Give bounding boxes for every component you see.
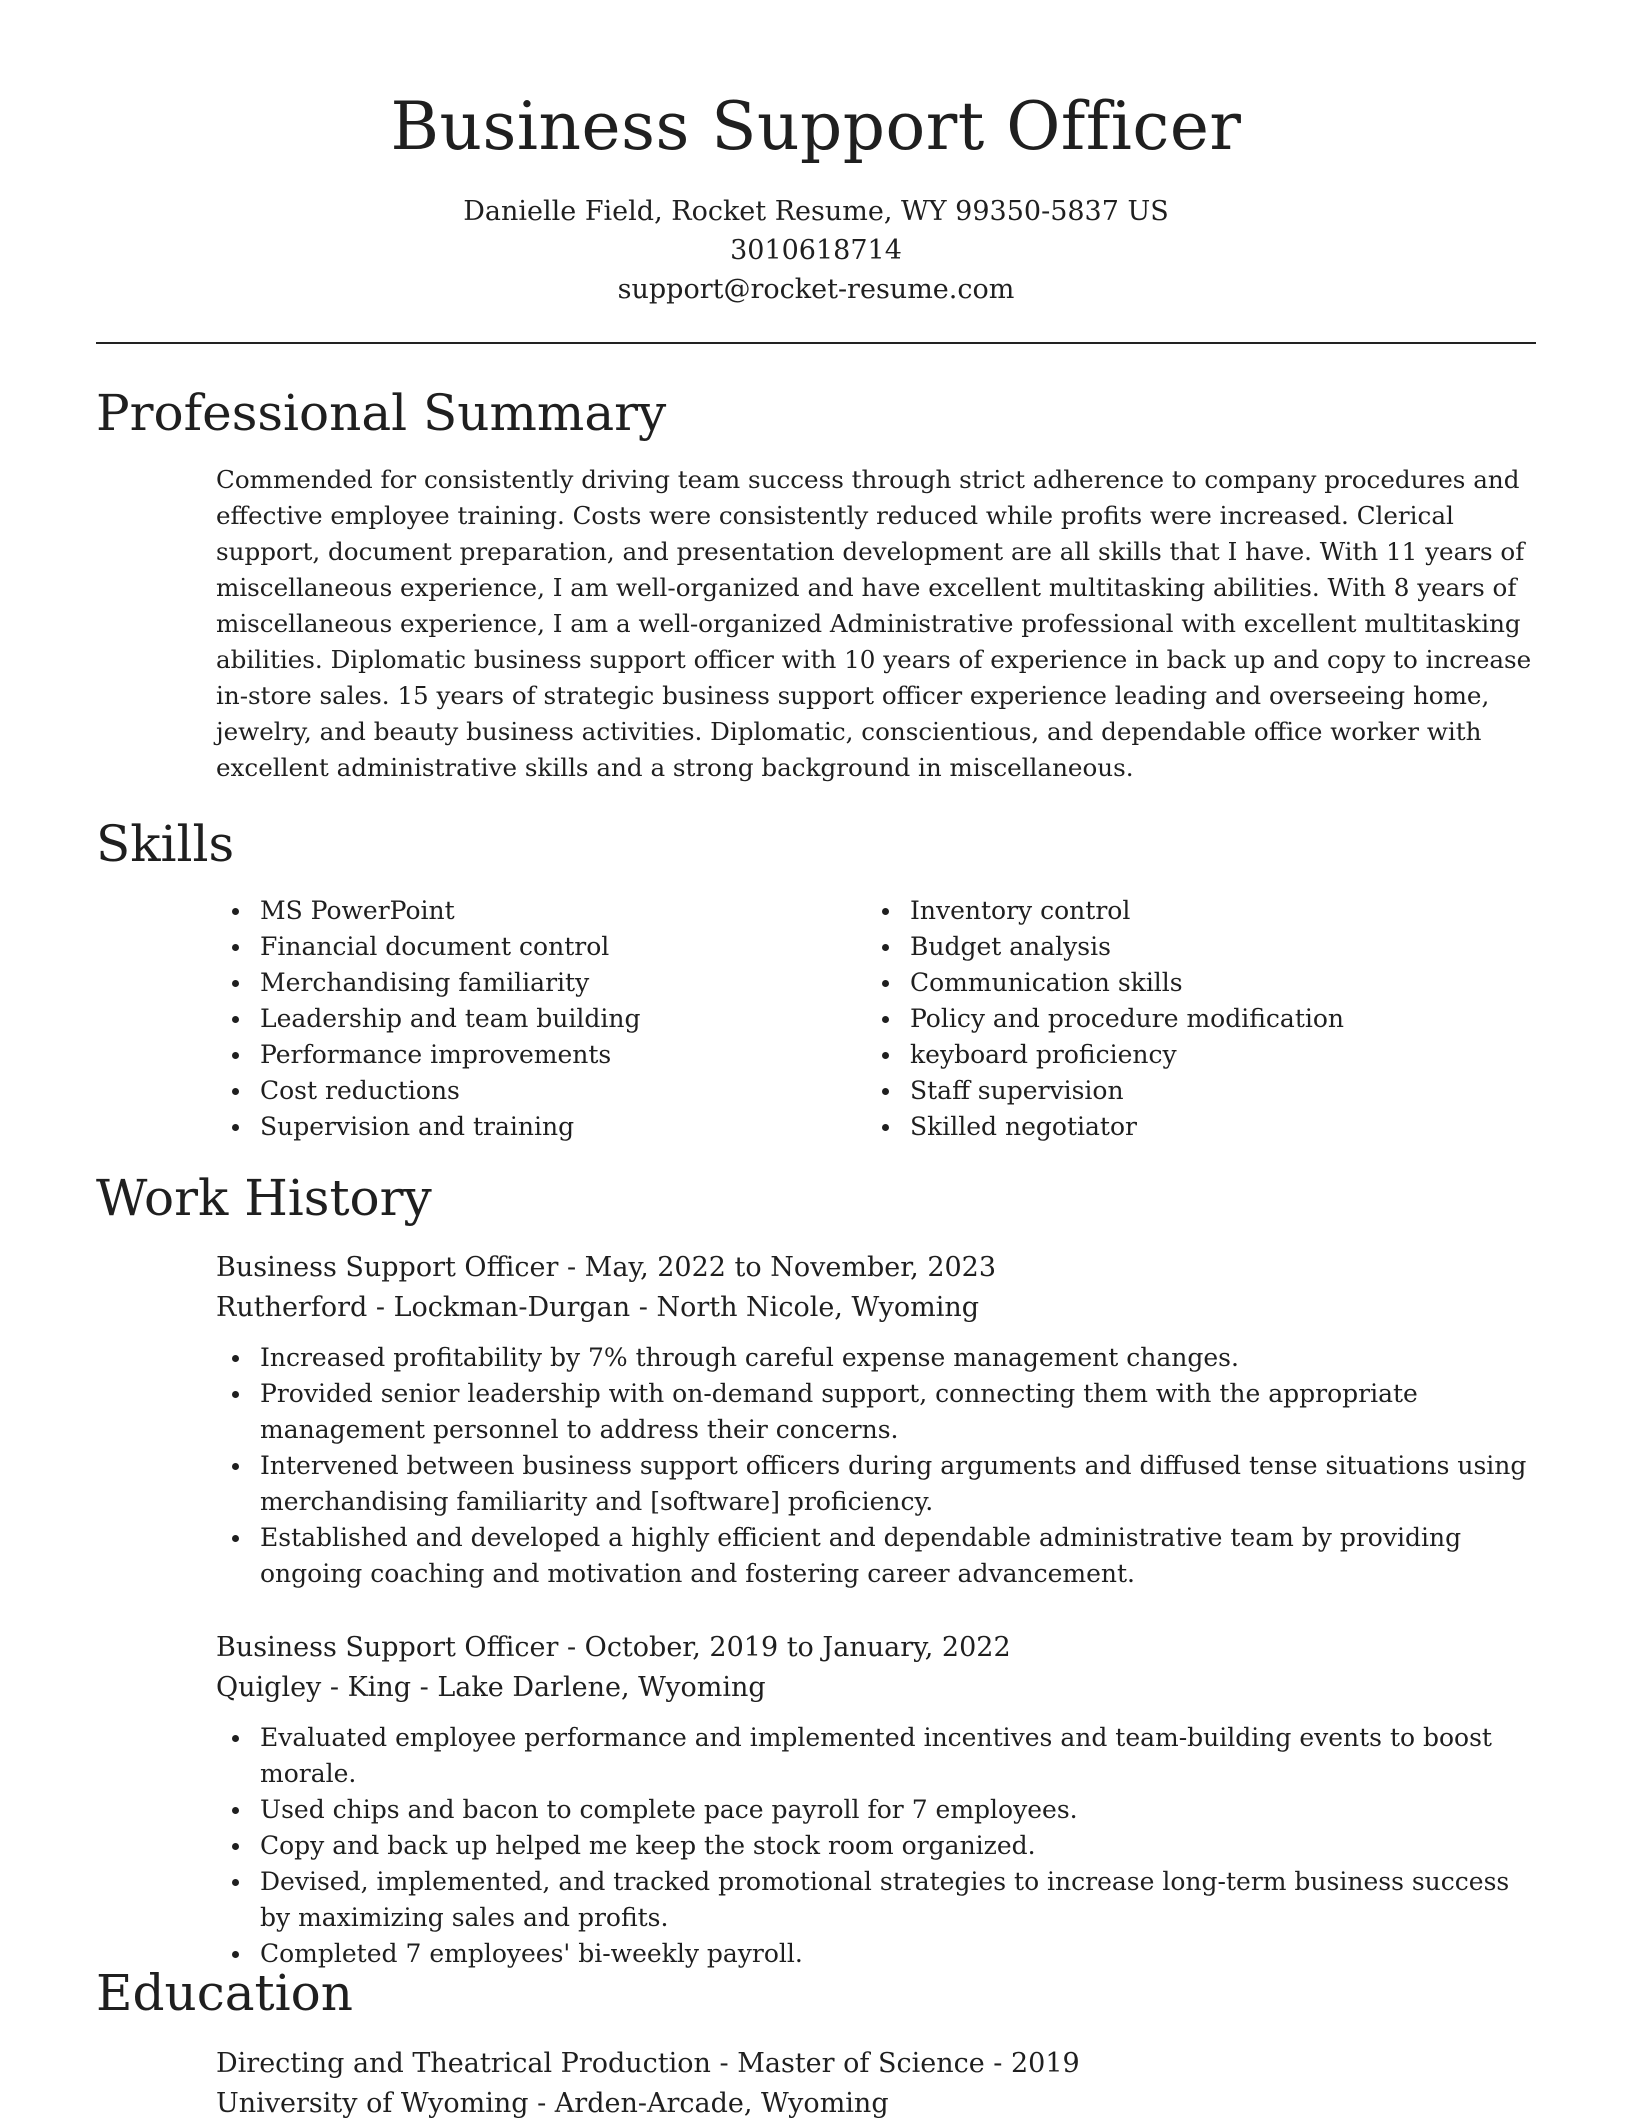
job-bullet: Intervened between business support officers during arguments and diffused tense situations using merchandising familiarity and [software] proficiency. (216, 1448, 1538, 1520)
resume-title: Business Support Officer (390, 88, 1242, 165)
skill-item: MS PowerPoint (216, 893, 856, 929)
skill-item: Policy and procedure modification (866, 1001, 1526, 1037)
skill-item: Cost reductions (216, 1073, 856, 1109)
header-divider (96, 342, 1536, 344)
skill-item: Skilled negotiator (866, 1109, 1526, 1145)
skill-item: keyboard proficiency (866, 1037, 1526, 1073)
skill-item: Inventory control (866, 893, 1526, 929)
job-bullet: Provided senior leadership with on-demand support, connecting them with the appropriate management personnel to address their concerns. (216, 1376, 1538, 1448)
education-school-line: University of Wyoming - Arden-Arcade, Wyoming (216, 2088, 889, 2119)
skills-list-left (216, 893, 856, 1145)
job-bullet: Completed 7 employees' bi-weekly payroll. (216, 1936, 1538, 1972)
education-entry (216, 2044, 1538, 2124)
job-company-line: Quigley - King - Lake Darlene, Wyoming (216, 1672, 766, 1703)
job-bullets (216, 1720, 1538, 1972)
summary-text: Commended for consistently driving team success through strict adherence to company procedures and effective employee training. Costs were consistently reduced while profits were increased. Clerical support, document preparation, and presentation development are all skills that I have. With 11 years of miscellaneous experience, I am well-organized and have excellent multitasking abilities. With 8 years of miscellaneous experience, I am a well-organized Administrative professional with excellent multitasking abilities. Diplomatic business support officer with 10 years of experience in back up and copy to increase in-store sales. 15 years of strategic business support officer experience leading and overseeing home, jewelry, and beauty business activities. Diplomatic, conscientious, and dependable office worker with excellent administrative skills and a strong background in miscellaneous. (216, 465, 1532, 782)
skill-item: Supervision and training (216, 1109, 856, 1145)
contact-block (0, 192, 1632, 309)
contact-address: Danielle Field, Rocket Resume, WY 99350-5837 US (463, 196, 1169, 227)
skills-heading: Skills (96, 815, 235, 873)
skills-list-right (866, 893, 1526, 1145)
job-company-line: Rutherford - Lockman-Durgan - North Nicole, Wyoming (216, 1292, 980, 1323)
skill-item: Financial document control (216, 929, 856, 965)
education-degree-line: Directing and Theatrical Production - Master of Science - 2019 (216, 2048, 1080, 2079)
skill-item: Budget analysis (866, 929, 1526, 965)
skill-item: Staff supervision (866, 1073, 1526, 1109)
job-title-line: Business Support Officer - October, 2019 to January, 2022 (216, 1632, 1011, 1663)
job-bullets (216, 1340, 1538, 1592)
skill-item: Leadership and team building (216, 1001, 856, 1037)
resume-header (0, 0, 1632, 309)
job-bullet: Copy and back up helped me keep the stock room organized. (216, 1828, 1538, 1864)
job-entry (216, 1628, 1538, 1972)
skill-item: Communication skills (866, 965, 1526, 1001)
skill-item: Merchandising familiarity (216, 965, 856, 1001)
work-history-heading: Work History (96, 1169, 432, 1227)
skill-item: Performance improvements (216, 1037, 856, 1073)
job-bullet: Increased profitability by 7% through careful expense management changes. (216, 1340, 1538, 1376)
job-bullet: Used chips and bacon to complete pace payroll for 7 employees. (216, 1792, 1538, 1828)
summary-heading: Professional Summary (96, 384, 667, 442)
contact-email: support@rocket-resume.com (617, 274, 1015, 305)
contact-phone: 3010618714 (730, 235, 902, 266)
job-bullet: Evaluated employee performance and implemented incentives and team-building events to boost morale. (216, 1720, 1538, 1792)
job-bullet: Devised, implemented, and tracked promotional strategies to increase long-term business success by maximizing sales and profits. (216, 1864, 1538, 1936)
job-title-line: Business Support Officer - May, 2022 to November, 2023 (216, 1252, 997, 1283)
education-heading: Education (96, 1964, 353, 2022)
job-entry (216, 1248, 1538, 1592)
job-bullet: Established and developed a highly efficient and dependable administrative team by providing ongoing coaching and motivation and fostering career advancement. (216, 1520, 1538, 1592)
